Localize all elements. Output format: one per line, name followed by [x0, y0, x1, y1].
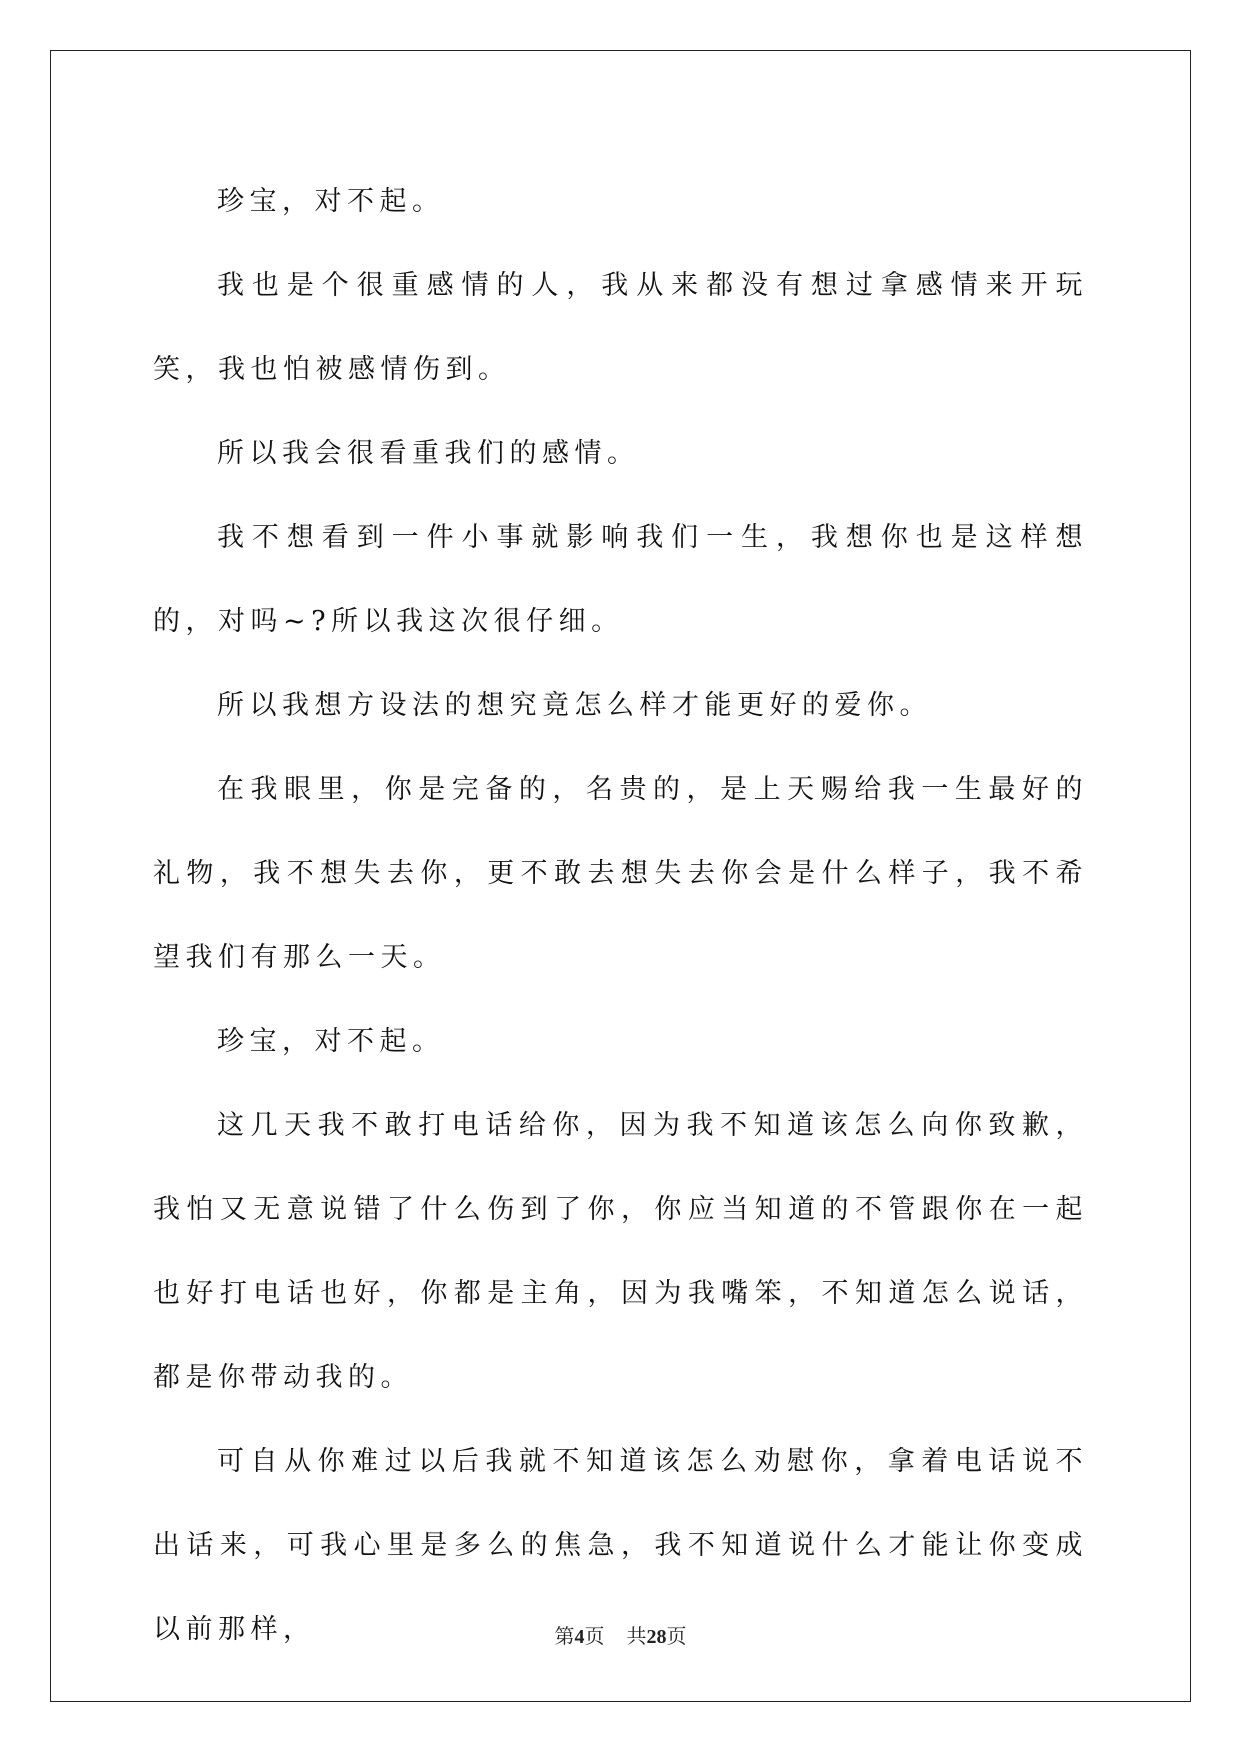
- total-prefix: 共: [626, 1626, 647, 1648]
- paragraph: 所以我会很看重我们的感情。: [217, 438, 640, 469]
- paragraph: 我也是个很重感情的人，我从来都没有想过拿感情来开玩笑，我也怕被感情伤到。: [153, 270, 1088, 385]
- document-body: [153, 160, 1088, 1672]
- page-suffix: 页: [584, 1626, 605, 1648]
- total-suffix: 页: [666, 1626, 687, 1648]
- page-prefix: 第: [554, 1626, 575, 1648]
- paragraph: 我不想看到一件小事就影响我们一生，我想你也是这样想的，对吗~?所以我这次很仔细。: [153, 522, 1088, 637]
- paragraph: 可自从你难过以后我就不知道该怎么劝慰你，拿着电话说不出话来，可我心里是多么的焦急，我不知道说什么才能让你变成以前那样，: [153, 1446, 1088, 1645]
- total-pages: 28: [646, 1626, 667, 1648]
- paragraph: 在我眼里，你是完备的，名贵的，是上天赐给我一生最好的礼物，我不想失去你，更不敢去想失去你会是什么样子，我不希望我们有那么一天。: [153, 774, 1088, 973]
- paragraph: 所以我想方设法的想究竟怎么样才能更好的爱你。: [217, 690, 932, 721]
- page-footer: [0, 1620, 1241, 1649]
- paragraph: 珍宝，对不起。: [217, 186, 445, 217]
- page-number: 4: [574, 1626, 585, 1648]
- paragraph: 这几天我不敢打电话给你，因为我不知道该怎么向你致歉，我怕又无意说错了什么伤到了你，你应当知道的不管跟你在一起也好打电话也好，你都是主角，因为我嘴笨，不知道怎么说话，都是你带动我的。: [153, 1110, 1088, 1393]
- paragraph: 珍宝，对不起。: [217, 1026, 445, 1057]
